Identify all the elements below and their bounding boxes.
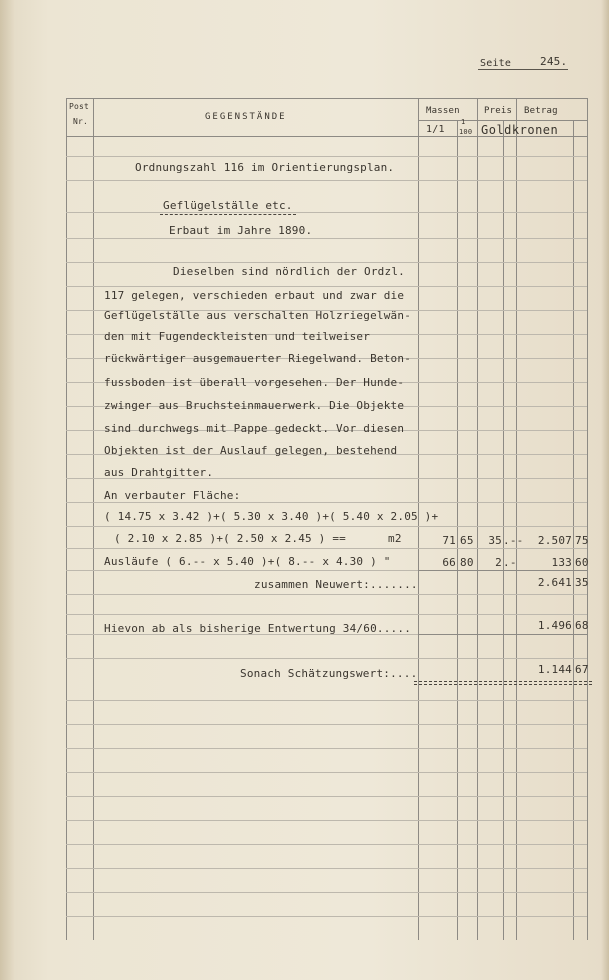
auslaeufe-betrag-frac: 60 <box>575 556 589 569</box>
line-ordnungszahl: Ordnungszahl 116 im Orientierungsplan. <box>135 161 395 174</box>
auslaeufe-preis-frac: .- <box>503 556 517 569</box>
header-massen-whole: 1/1 <box>426 124 445 135</box>
header-mid-rule <box>418 120 587 121</box>
para-line-5: rückwärtiger ausgemauerter Riegelwand. Beton- <box>104 352 412 365</box>
line-erbaut: Erbaut im Jahre 1890. <box>169 224 313 237</box>
calc2-massen-frac: 65 <box>460 534 474 547</box>
para-line-7: zwinger aus Bruchsteinmauerwerk. Die Objekte <box>104 399 405 412</box>
calc-unit: m2 <box>388 532 402 545</box>
header-massen: Massen <box>426 106 460 116</box>
header-preis: Preis <box>484 106 513 116</box>
hievon-betrag-frac: 68 <box>575 619 589 632</box>
rule-betrag-mid <box>573 120 574 940</box>
zusammen-betrag: 2.641 <box>537 576 572 589</box>
header-massen-frac-den: 100 <box>459 128 473 136</box>
page-number-underline <box>478 69 568 71</box>
auslaeufe-massen: 66 <box>442 556 456 569</box>
header-goldkronen: Goldkronen <box>481 123 559 137</box>
para-line-2: 117 gelegen, verschieden erbaut und zwar die <box>104 289 405 302</box>
header-top-rule <box>66 98 587 99</box>
header-gegenstaende: GEGENSTÄNDE <box>205 112 287 122</box>
rule-right <box>587 98 588 940</box>
hievon-betrag: 1.496 <box>537 619 572 632</box>
para-line-10: aus Drahtgitter. <box>104 466 214 479</box>
rule-massen <box>477 98 478 940</box>
auslaeufe-massen-frac: 80 <box>460 556 474 569</box>
calc2-betrag-frac: 75 <box>575 534 589 547</box>
section-title: Geflügelställe etc. <box>163 199 293 212</box>
rule-preis-mid <box>503 120 504 940</box>
page-edge <box>601 0 609 980</box>
binding-edge <box>0 0 14 980</box>
rule-postnr <box>93 98 94 940</box>
sonach-betrag-frac: 67 <box>575 663 589 676</box>
sonach-betrag: 1.144 <box>537 663 572 676</box>
calc-line-1: ( 14.75 x 3.42 )+( 5.30 x 3.40 )+( 5.40 x 2.05 )+ <box>104 510 439 523</box>
header-nr: Nr. <box>73 117 89 126</box>
para-line-3: Geflügelställe aus verschalten Holzriegelwän- <box>104 309 412 322</box>
title-underline <box>160 214 296 215</box>
calc2-preis-frac: .-- <box>503 534 524 547</box>
calc2-betrag: 2.507 <box>537 534 572 547</box>
calc2-massen: 71 <box>442 534 456 547</box>
rule-massen-mid <box>457 120 458 940</box>
rule-preis <box>516 98 517 940</box>
para-line-4: den mit Fugendeckleisten und teilweiser <box>104 330 371 343</box>
header-betrag: Betrag <box>524 106 558 116</box>
flaeche-label: An verbauter Fläche: <box>104 489 241 502</box>
zusammen-line: zusammen Neuwert:....... <box>254 578 418 591</box>
header-massen-frac-num: 1 <box>461 118 466 126</box>
para-line-8: sind durchwegs mit Pappe gedeckt. Vor diesen <box>104 422 405 435</box>
calc-line-2: ( 2.10 x 2.85 )+( 2.50 x 2.45 ) == <box>114 532 346 545</box>
para-line-6: fussboden ist überall vorgesehen. Der Hunde- <box>104 376 405 389</box>
para-line-1: Dieselben sind nördlich der Ordzl. <box>173 265 405 278</box>
auslaeufe-preis: 2 <box>495 556 502 569</box>
sonach-line: Sonach Schätzungswert:.... <box>240 667 418 680</box>
calc2-preis: 35 <box>488 534 502 547</box>
auslaeufe-line: Ausläufe ( 6.-- x 5.40 )+( 8.-- x 4.30 ) " <box>104 555 391 568</box>
header-post: Post <box>69 102 90 111</box>
page-number: 245. <box>540 55 568 68</box>
rule-left <box>66 98 67 940</box>
auslaeufe-betrag: 133 <box>551 556 572 569</box>
hievon-line: Hievon ab als bisherige Entwertung 34/60..... <box>104 622 412 635</box>
para-line-9: Objekten ist der Auslauf gelegen, bestehend <box>104 444 398 457</box>
zusammen-betrag-frac: 35 <box>575 576 589 589</box>
page-label: Seite <box>480 58 512 69</box>
